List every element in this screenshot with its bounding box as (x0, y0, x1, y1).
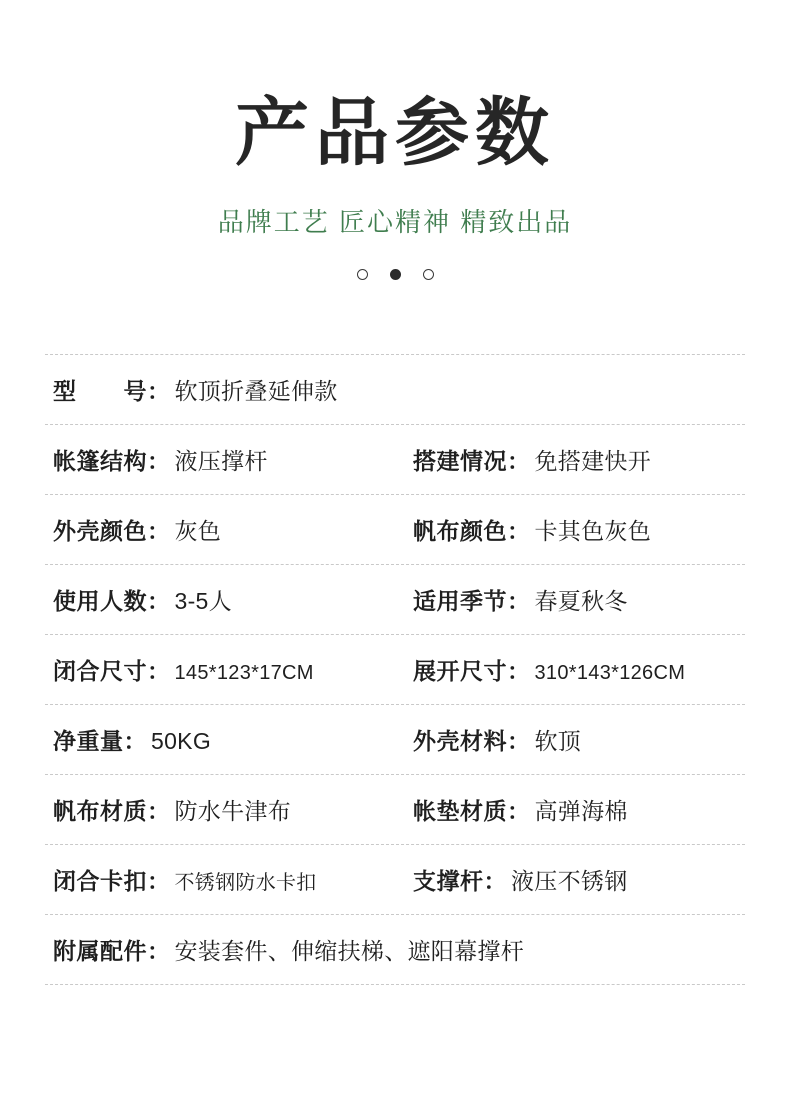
spec-value: 液压撑杆 (174, 448, 268, 474)
spec-value: 145*123*17CM (174, 662, 314, 684)
spec-cell-season (395, 583, 745, 616)
spec-cell-model (45, 373, 745, 406)
carousel-dots (0, 269, 790, 280)
spec-cell-canvas-color (395, 513, 745, 546)
spec-value: 灰色 (174, 518, 222, 544)
page-header (0, 0, 790, 280)
table-row (45, 775, 745, 845)
spec-value: 卡其色灰色 (534, 518, 651, 544)
spec-value: 310*143*126CM (534, 662, 686, 684)
spec-cell-open-size (395, 653, 745, 686)
table-row (45, 425, 745, 495)
spec-label: 支撑杆： (413, 868, 507, 894)
spec-value: 50KG (151, 728, 212, 754)
spec-value: 防水牛津布 (174, 798, 291, 824)
spec-cell-tent-structure (45, 443, 395, 476)
spec-table (45, 354, 745, 985)
table-row (45, 705, 745, 775)
spec-label: 展开尺寸： (413, 658, 531, 684)
spec-value: 3-5人 (174, 588, 232, 614)
spec-cell-canvas-material (45, 793, 395, 826)
spec-label: 净重量： (53, 728, 147, 754)
spec-label: 型 号： (53, 378, 171, 404)
spec-label: 外壳材料： (413, 728, 531, 754)
spec-label: 帆布颜色： (413, 518, 531, 544)
carousel-dot-1[interactable] (357, 269, 368, 280)
spec-value: 免搭建快开 (534, 448, 651, 474)
spec-cell-setup (395, 443, 745, 476)
spec-value: 高弹海棉 (534, 798, 628, 824)
page-subtitle: 品牌工艺 匠心精神 精致出品 (217, 207, 573, 237)
spec-cell-capacity (45, 583, 395, 616)
spec-cell-shell-material (395, 723, 745, 756)
table-row (45, 845, 745, 915)
page-title: 产品参数 (235, 91, 555, 174)
spec-cell-accessories (45, 933, 745, 966)
spec-label: 帐垫材质： (413, 798, 531, 824)
spec-label: 帆布材质： (53, 798, 171, 824)
spec-value: 安装套件、伸缩扶梯、遮阳幕撑杆 (174, 938, 524, 964)
spec-value: 春夏秋冬 (534, 588, 628, 614)
carousel-dot-2[interactable] (390, 269, 401, 280)
table-row (45, 495, 745, 565)
spec-label: 附属配件： (53, 938, 171, 964)
spec-cell-closed-size (45, 653, 395, 686)
spec-value: 不锈钢防水卡扣 (174, 872, 317, 894)
spec-label: 帐篷结构： (53, 448, 171, 474)
spec-label: 搭建情况： (413, 448, 531, 474)
spec-value: 液压不锈钢 (511, 868, 628, 894)
spec-value: 软顶 (534, 728, 582, 754)
spec-cell-shell-color (45, 513, 395, 546)
table-row (45, 915, 745, 985)
spec-label: 使用人数： (53, 588, 171, 614)
spec-label: 外壳颜色： (53, 518, 171, 544)
spec-label: 闭合卡扣： (53, 868, 171, 894)
spec-cell-mattress-material (395, 793, 745, 826)
spec-label: 闭合尺寸： (53, 658, 171, 684)
spec-cell-latch (45, 863, 395, 896)
carousel-dot-3[interactable] (423, 269, 434, 280)
spec-label: 适用季节： (413, 588, 531, 614)
spec-cell-net-weight (45, 723, 395, 756)
table-row (45, 565, 745, 635)
spec-value: 软顶折叠延伸款 (174, 378, 338, 404)
table-row (45, 354, 745, 425)
table-row (45, 635, 745, 705)
spec-cell-support-pole (395, 863, 745, 896)
